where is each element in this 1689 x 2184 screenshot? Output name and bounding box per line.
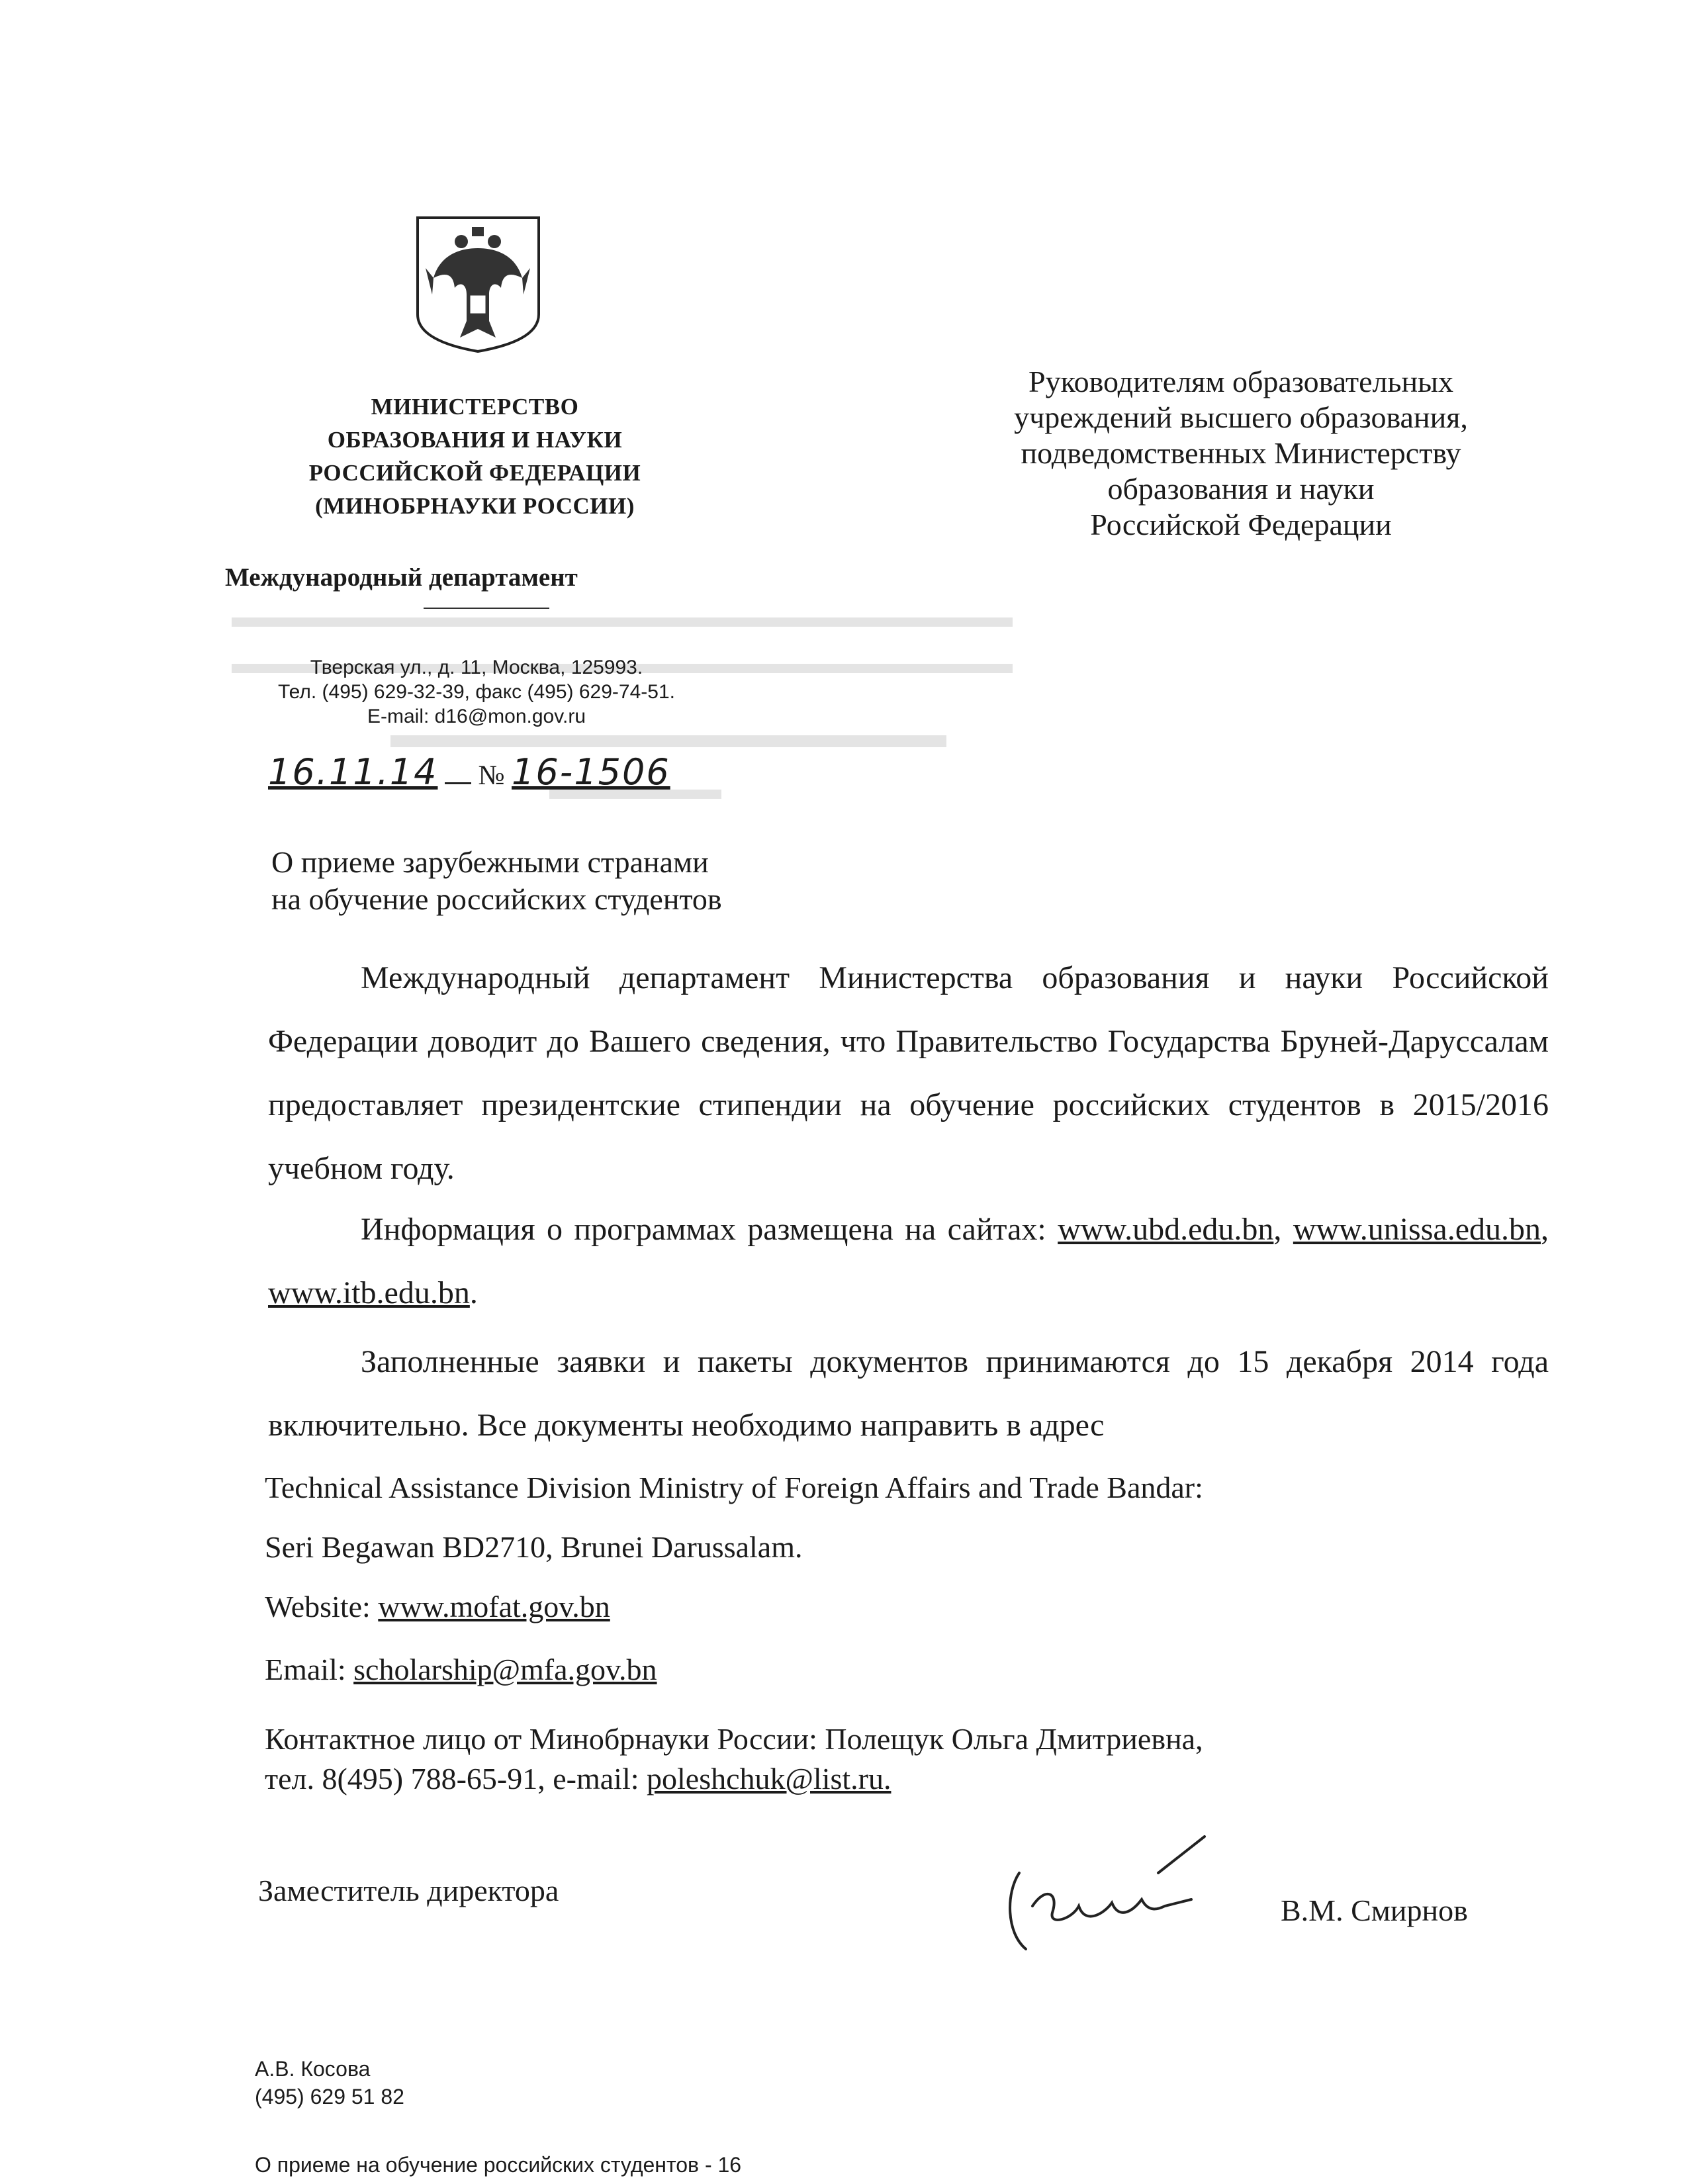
paragraph-programs: Информация о программах размещена на сайтах: www.ubd.edu.bn, www.unissa.edu.bn, www.itb.edu.bn. <box>268 1212 1549 1310</box>
registration-line <box>268 751 670 793</box>
contact-email-link[interactable]: poleshchuk@list.ru. <box>647 1762 891 1796</box>
contact-line-1: Контактное лицо от Минобрнауки России: Полещук Ольга Дмитриевна, <box>265 1722 1203 1756</box>
programs-text: Информация о программах размещена на сайтах: <box>361 1212 1046 1247</box>
address-line-1: Technical Assistance Division Ministry of Foreign Affairs and Trade Bandar: <box>265 1471 1203 1504</box>
ministry-line-1: МИНИСТЕРСТВО <box>371 394 579 420</box>
ministry-line-4: (МИНОБРНАУКИ РОССИИ) <box>315 493 635 519</box>
website-label: Website: <box>265 1590 371 1623</box>
link-ubd[interactable]: www.ubd.edu.bn <box>1058 1212 1274 1247</box>
subject-line: на обучение российских студентов <box>271 882 722 916</box>
link-unissa[interactable]: www.unissa.edu.bn <box>1293 1212 1541 1247</box>
ministry-line-3: РОССИЙСКОЙ ФЕДЕРАЦИИ <box>308 460 641 486</box>
email-link[interactable]: scholarship@mfa.gov.bn <box>353 1653 657 1686</box>
department-email: E-mail: d16@mon.gov.ru <box>367 705 586 727</box>
signatory-name: В.М. Смирнов <box>1281 1893 1468 1927</box>
paragraph-announcement: Международный департамент Министерства образования и науки Российской Федерации доводит до Вашего сведения, что Правительство Государства Бруней-Даруссалам предоставляет президентские стипендии на обучение российских студентов в 2015/2016 учебном году. <box>268 960 1549 1186</box>
recipient-block <box>897 364 1585 543</box>
address-line-2: Seri Begawan BD2710, Brunei Darussalam. <box>265 1530 803 1564</box>
number-sign: № <box>478 760 505 791</box>
department-phone-fax: Тел. (495) 629-32-39, факс (495) 629-74-51. <box>278 681 675 703</box>
letter-subject <box>271 844 722 918</box>
ministry-line-2: ОБРАЗОВАНИЯ И НАУКИ <box>327 427 623 453</box>
paragraph-deadline: Заполненные заявки и пакеты документов принимаются до 15 декабря 2014 года включительно. Все документы необходимо направить в адрес <box>268 1344 1549 1443</box>
link-itb[interactable]: www.itb.edu.bn <box>268 1275 470 1310</box>
department-divider <box>424 608 549 609</box>
department-name: Международный департамент <box>225 563 578 592</box>
website-link[interactable]: www.mofat.gov.bn <box>378 1590 610 1623</box>
registration-number: 16-1506 <box>512 751 670 793</box>
handwritten-signature <box>993 1833 1211 1966</box>
email-label: Email: <box>265 1653 346 1686</box>
department-address: Тверская ул., д. 11, Москва, 125993. <box>310 657 643 678</box>
recipient-line: Российской Федерации <box>1090 508 1392 541</box>
subject-line: О приеме зарубежными странами <box>271 845 709 879</box>
recipient-line: подведомственных Министерству <box>1021 436 1461 470</box>
registration-date: 16.11.14 <box>268 751 438 793</box>
contact-line-2 <box>265 1760 891 1797</box>
recipient-line: учреждений высшего образования, <box>1014 400 1468 434</box>
contact-phone: тел. 8(495) 788-65-91, e-mail: <box>265 1762 639 1796</box>
footer-reference: О приеме на обучение российских студентов - 16 <box>255 2153 742 2177</box>
recipient-line: образования и науки <box>1107 472 1375 506</box>
email-line <box>265 1651 657 1688</box>
signatory-title: Заместитель директора <box>258 1874 559 1907</box>
executor-phone: (495) 629 51 82 <box>255 2085 404 2109</box>
website-line <box>265 1588 610 1625</box>
recipient-line: Руководителям образовательных <box>1028 365 1453 398</box>
executor-name: А.В. Косова <box>255 2057 371 2081</box>
russian-coat-of-arms-icon <box>414 215 543 354</box>
